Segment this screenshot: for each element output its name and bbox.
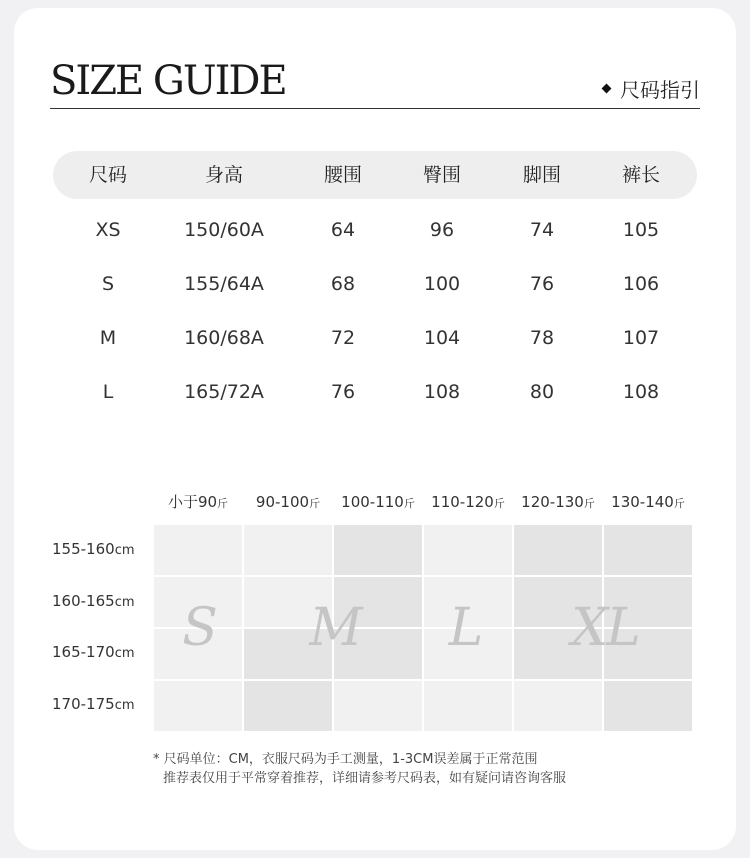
weight-range: 120-130: [521, 493, 584, 511]
weight-unit: 斤: [583, 497, 595, 510]
waist-cell: 68: [330, 273, 356, 295]
weight-label: [244, 490, 332, 514]
weight-unit: 斤: [309, 497, 321, 510]
column-header-hem: 脚围: [522, 164, 561, 186]
hip-cell: 96: [429, 219, 455, 241]
column-header-hip: 臀围: [422, 164, 461, 186]
size-cell: XS: [95, 219, 121, 241]
height-cell: 150/60A: [184, 219, 264, 241]
length-cell: 108: [622, 381, 660, 403]
weight-unit: 斤: [217, 497, 229, 510]
grid-cell: [604, 681, 692, 731]
size-label-m: M: [309, 598, 361, 658]
height-range: 155-160: [52, 540, 115, 558]
subtitle-text: 尺码指引: [620, 78, 700, 102]
height-unit: cm: [114, 646, 135, 661]
weight-range: 130-140: [611, 493, 674, 511]
table-row: [53, 264, 697, 304]
title-divider: [50, 108, 700, 109]
hem-cell: 80: [529, 381, 555, 403]
waist-cell: 64: [330, 219, 356, 241]
weight-range: 110-120: [431, 493, 494, 511]
length-cell: 107: [622, 327, 660, 349]
grid-cell: [244, 525, 332, 575]
waist-cell: 76: [330, 381, 356, 403]
page-subtitle: [603, 74, 700, 103]
weight-label: [514, 490, 602, 514]
height-range: 160-165: [52, 592, 115, 610]
size-label-l: L: [448, 598, 482, 658]
hem-cell: 74: [529, 219, 555, 241]
diamond-icon: [602, 84, 612, 94]
grid-cell: [424, 525, 512, 575]
hip-cell: 100: [423, 273, 461, 295]
grid-cell: [514, 525, 602, 575]
height-label: [52, 627, 148, 677]
grid-cell: [514, 681, 602, 731]
grid-cell: [244, 681, 332, 731]
weight-unit: 斤: [493, 497, 505, 510]
size-label-s: S: [182, 598, 216, 658]
size-cell: M: [99, 327, 117, 349]
weight-label: [604, 490, 692, 514]
weight-unit: 斤: [403, 497, 415, 510]
height-unit: cm: [114, 543, 135, 558]
height-unit: cm: [114, 698, 135, 713]
grid-cell: [334, 525, 422, 575]
height-cell: 155/64A: [184, 273, 264, 295]
height-range: 165-170: [52, 643, 115, 661]
height-label: [52, 524, 148, 574]
column-header-waist: 腰围: [323, 164, 362, 186]
size-label-xl: XL: [571, 598, 639, 658]
grid-cell: [604, 525, 692, 575]
table-row: [53, 372, 697, 412]
weight-unit: 斤: [673, 497, 685, 510]
page-title: SIZE GUIDE: [50, 58, 286, 104]
hem-cell: 76: [529, 273, 555, 295]
weight-range: 90-100: [255, 493, 310, 511]
hip-cell: 104: [423, 327, 461, 349]
column-header-height: 身高: [204, 164, 243, 186]
column-header-length: 裤长: [621, 164, 660, 186]
column-header-size: 尺码: [88, 164, 127, 186]
length-cell: 106: [622, 273, 660, 295]
height-cell: 165/72A: [184, 381, 264, 403]
weight-range: 小于90: [167, 493, 218, 511]
size-cell: L: [102, 381, 114, 403]
height-label: [52, 576, 148, 626]
height-unit: cm: [114, 595, 135, 610]
table-row: [53, 210, 697, 250]
weight-range: 100-110: [341, 493, 404, 511]
note-line-2: 推荐表仅用于平常穿着推荐，详细请参考尺码表，如有疑问请咨询客服: [163, 771, 567, 786]
weight-label: [424, 490, 512, 514]
weight-label: [154, 490, 242, 514]
table-row: [53, 318, 697, 358]
waist-cell: 72: [330, 327, 356, 349]
hip-cell: 108: [423, 381, 461, 403]
length-cell: 105: [622, 219, 660, 241]
height-cell: 160/68A: [184, 327, 264, 349]
grid-cell: [424, 681, 512, 731]
height-range: 170-175: [52, 695, 115, 713]
weight-label: [334, 490, 422, 514]
hem-cell: 78: [529, 327, 555, 349]
grid-cell: [334, 681, 422, 731]
note-line-1: * 尺码单位：CM，衣服尺码为手工测量，1-3CM误差属于正常范围: [153, 752, 538, 767]
height-label: [52, 679, 148, 729]
grid-cell: [154, 681, 242, 731]
grid-cell: [154, 525, 242, 575]
size-cell: S: [101, 273, 115, 295]
